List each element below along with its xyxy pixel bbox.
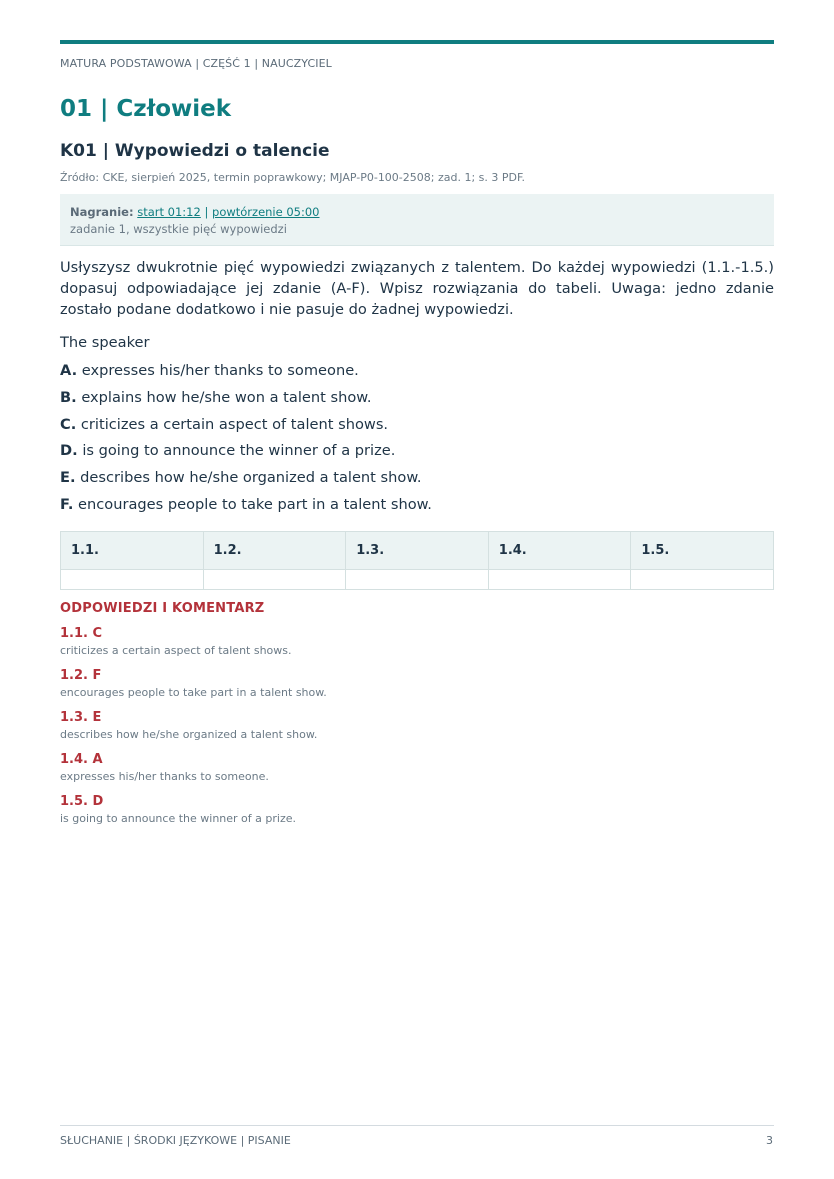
answer-item <box>60 709 774 751</box>
answer-table-header: 1.3. <box>346 532 489 570</box>
answer-key: 1.2. F <box>60 668 102 683</box>
answer-item <box>60 667 774 709</box>
recording-note: zadanie 1, wszystkie pięć wypowiedzi <box>70 222 287 236</box>
option-letter: F. <box>60 495 74 513</box>
option-text: expresses his/her thanks to someone. <box>81 362 359 379</box>
answer-table-header: 1.1. <box>61 532 204 570</box>
answer-table-header: 1.4. <box>488 532 631 570</box>
option-text: encourages people to take part in a talent show. <box>78 495 432 513</box>
answer-key: 1.1. C <box>60 626 103 641</box>
option-item <box>60 494 774 521</box>
answer-cell[interactable] <box>631 570 774 590</box>
running-header: MATURA PODSTAWOWA | CZĘŚĆ 1 | NAUCZYCIEL <box>60 57 332 70</box>
recording-links <box>70 204 764 220</box>
top-rule <box>60 40 774 44</box>
answer-comment: is going to announce the winner of a prize. <box>60 812 296 825</box>
answer-item <box>60 793 774 835</box>
footer-sections: SŁUCHANIE | ŚRODKI JĘZYKOWE | PISANIE <box>60 1134 291 1147</box>
answer-table-header-row <box>61 532 774 570</box>
answers-heading: ODPOWIEDZI I KOMENTARZ <box>60 601 265 616</box>
option-item <box>60 387 774 414</box>
answer-key: 1.5. D <box>60 794 104 809</box>
recording-box <box>60 194 774 246</box>
task-instruction: Usłyszysz dwukrotnie pięć wypowiedzi związanych z talentem. Do każdej wypowiedzi (1.1.-1.5.) dopasuj odpowiadające jej zdanie (A-F). Wpisz rozwiązania do tabeli. Uwaga: jedno zdanie zostało podane dodatkowo i nie pasuje do żadnej wypowiedzi. <box>60 259 774 318</box>
recording-separator: | <box>204 205 209 219</box>
option-text: explains how he/she won a talent show. <box>81 388 372 406</box>
answer-item <box>60 751 774 793</box>
answer-table <box>60 531 774 590</box>
option-letter: B. <box>60 388 77 406</box>
option-item <box>60 414 774 441</box>
footer-rule <box>60 1125 774 1126</box>
answer-comment: expresses his/her thanks to someone. <box>60 770 269 783</box>
option-item <box>60 360 774 387</box>
answer-comment: encourages people to take part in a talent show. <box>60 686 327 699</box>
option-item <box>60 467 774 494</box>
answer-table-header: 1.2. <box>203 532 346 570</box>
option-letter: A. <box>60 362 78 379</box>
page-number: 3 <box>766 1134 773 1147</box>
answer-key: 1.4. A <box>60 752 103 767</box>
option-text: is going to announce the winner of a prize. <box>82 442 396 460</box>
answer-cell[interactable] <box>488 570 631 590</box>
option-list <box>60 360 774 521</box>
option-letter: C. <box>60 415 77 433</box>
answer-cell[interactable] <box>61 570 204 590</box>
answer-comment: describes how he/she organized a talent show. <box>60 728 318 741</box>
option-letter: E. <box>60 469 76 487</box>
answer-key: 1.3. E <box>60 710 102 725</box>
answer-item <box>60 625 774 667</box>
source-note: Źródło: CKE, sierpień 2025, termin poprawkowy; MJAP-P0-100-2508; zad. 1; s. 3 PDF. <box>60 171 526 184</box>
option-text: describes how he/she organized a talent show. <box>80 469 422 487</box>
answer-key-list <box>60 625 774 835</box>
option-letter: D. <box>60 442 78 460</box>
recording-start-link[interactable]: start 01:12 <box>137 205 201 219</box>
answer-table-header: 1.5. <box>631 532 774 570</box>
recording-repeat-link[interactable]: powtórzenie 05:00 <box>212 205 320 219</box>
answer-cell[interactable] <box>203 570 346 590</box>
option-item <box>60 440 774 467</box>
chapter-title: 01 | Człowiek <box>60 96 232 122</box>
answer-comment: criticizes a certain aspect of talent shows. <box>60 644 292 657</box>
document-page <box>60 0 774 1179</box>
answer-table-input-row <box>61 570 774 590</box>
answer-cell[interactable] <box>346 570 489 590</box>
recording-label: Nagranie: <box>70 205 134 219</box>
speaker-lead: The speaker <box>60 334 150 351</box>
option-text: criticizes a certain aspect of talent shows. <box>80 415 389 433</box>
task-title: K01 | Wypowiedzi o talencie <box>60 141 330 161</box>
